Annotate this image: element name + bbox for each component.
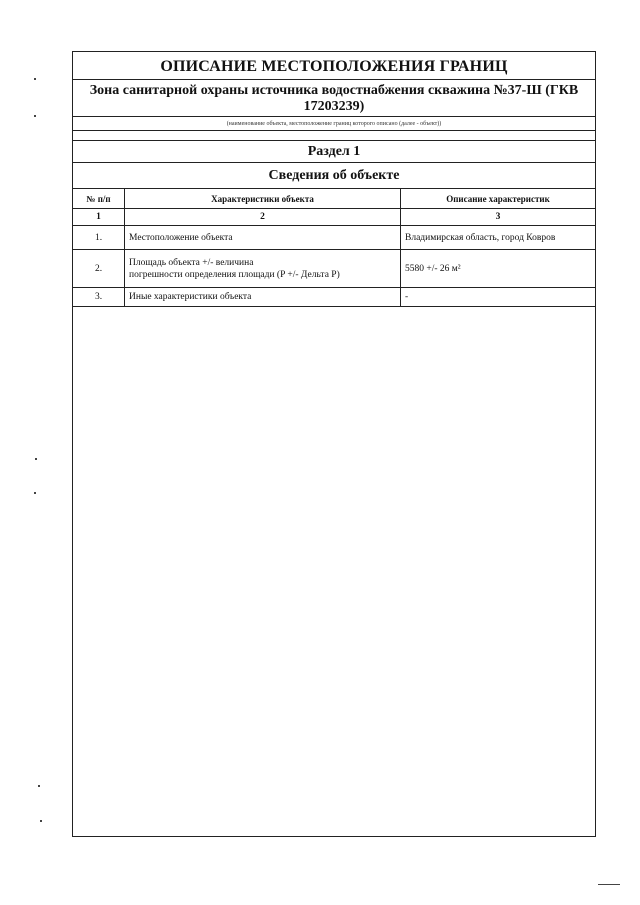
- table-row: [73, 250, 595, 288]
- row-characteristic: Иные характеристики объекта: [125, 288, 401, 307]
- object-name-line2: 17203239): [303, 99, 365, 114]
- spacer-row: [73, 131, 595, 141]
- row-number: 3.: [73, 288, 125, 307]
- table-row: [73, 288, 595, 307]
- page-title: ОПИСАНИЕ МЕСТОПОЛОЖЕНИЯ ГРАНИЦ: [73, 52, 595, 80]
- column-number: 1: [73, 209, 125, 226]
- scan-mark: [34, 115, 36, 117]
- row-description: -: [401, 288, 596, 307]
- section-title: Раздел 1: [73, 141, 595, 163]
- row-number: 2.: [73, 250, 125, 288]
- column-header: Описание характеристик: [401, 189, 596, 209]
- scan-mark: [35, 458, 37, 460]
- scan-mark: [598, 884, 620, 885]
- scan-mark: [34, 492, 36, 494]
- document-frame: [72, 51, 596, 837]
- column-header: Характеристики объекта: [125, 189, 401, 209]
- row-characteristic: [125, 250, 401, 288]
- column-header: № п/п: [73, 189, 125, 209]
- object-caption: (наименование объекта, местоположение границ которого описано (далее - объект)): [73, 117, 595, 131]
- row-characteristic: Местоположение объекта: [125, 226, 401, 250]
- column-number-row: [73, 209, 595, 226]
- scan-mark: [38, 785, 40, 787]
- row-number: 1.: [73, 226, 125, 250]
- object-name-line1: Зона санитарной охраны источника водостнабжения скважина №37-Ш (ГКВ: [89, 83, 579, 98]
- row-characteristic-line2: погрешности определения площади (P +/- Дельта P): [129, 269, 340, 280]
- scan-mark: [34, 78, 36, 80]
- scan-mark: [40, 820, 42, 822]
- column-number: 3: [401, 209, 596, 226]
- table-row: [73, 226, 595, 250]
- object-name: [73, 80, 595, 117]
- info-title: Сведения об объекте: [73, 163, 595, 189]
- table-header-row: [73, 189, 595, 209]
- object-table: [73, 189, 595, 307]
- row-characteristic-line1: Площадь объекта +/- величина: [129, 257, 254, 268]
- row-description: Владимирская область, город Ковров: [401, 226, 596, 250]
- column-number: 2: [125, 209, 401, 226]
- row-description: 5580 +/- 26 м²: [401, 250, 596, 288]
